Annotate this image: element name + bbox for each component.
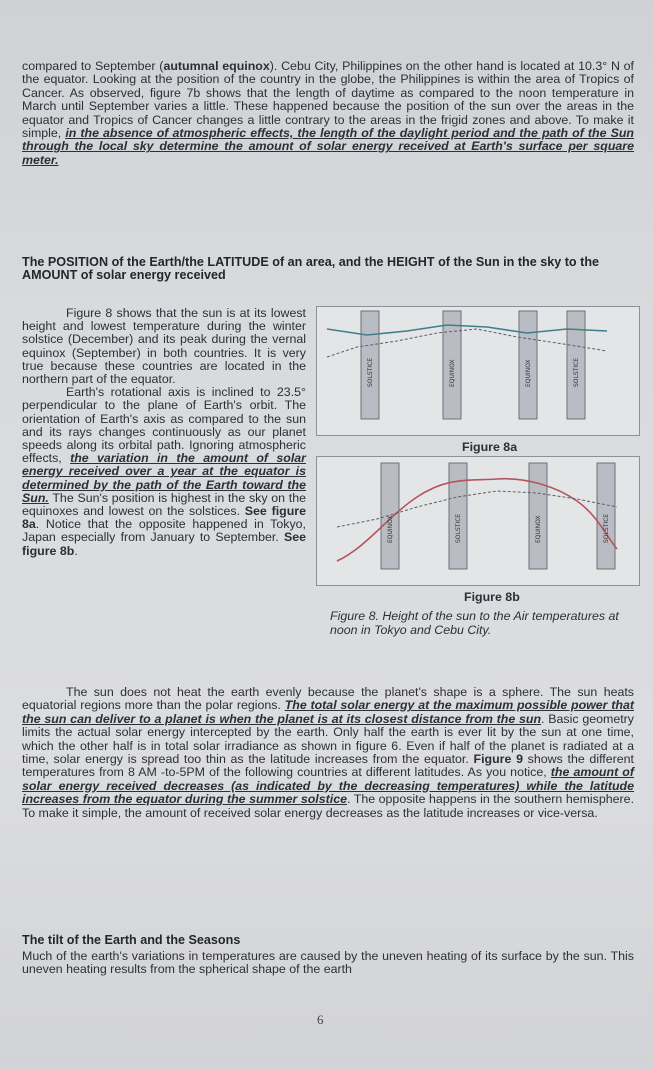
text-run: . Notice that the opposite happened in Tokyo, Japan especially from January to September.	[22, 517, 306, 545]
band-label: EQUINOX	[535, 515, 542, 543]
band-label: SOLSTICE	[455, 513, 462, 543]
paragraph-figure8: Figure 8 shows that the sun is at its lowest height and lowest temperature during the winter solstice (December) and its peak during the vernal equinox (September) in both countries. It is very true because these countries are located in the northern part of the equator.	[22, 306, 306, 387]
paragraph-intro	[22, 60, 634, 167]
band-label: EQUINOX	[449, 359, 456, 387]
key-statement: The total solar energy at the maximum possible power that the sun can deliver to a planet is when the planet is at its closest distance from the sun	[22, 698, 634, 726]
band-label: EQUINOX	[525, 359, 532, 387]
page-number: 6	[317, 1012, 324, 1027]
key-statement: the amount of solar energy received decreases (as indicated by the decreasing temperatures) while the latitude increases from the equator during the summer solstice	[22, 765, 634, 807]
text-run: The Sun's position is highest in the sky on the equinoxes and lowest on the solstices.	[22, 490, 306, 519]
figure-8a	[316, 306, 640, 436]
figure-reference: Figure 9	[473, 752, 523, 767]
left-column-text	[22, 307, 306, 558]
series-line-tokyo	[337, 479, 617, 561]
figure-8b	[316, 456, 640, 586]
key-statement: in the absence of atmospheric effects, the length of the daylight period and the path of the Sun through the local sky determine the amount of solar energy received at Earth's surface per square meter.	[22, 126, 634, 167]
series-line-cebu	[337, 491, 617, 527]
section-heading-position: The POSITION of the Earth/the LATITUDE of an area, and the HEIGHT of the Sun in the sky to the AMOUNT of solar energy received	[22, 255, 600, 283]
band-label: EQUINOX	[387, 515, 394, 543]
paragraph-uneven-heating	[22, 686, 634, 820]
text-run: The sun does not heat the earth evenly because the planet's shape is a sphere. The sun heats equatorial regions more than the polar regions.	[22, 685, 634, 713]
figure-8b-plot	[317, 457, 639, 585]
band-label: SOLSTICE	[367, 357, 374, 387]
figure-8a-label: Figure 8a	[462, 440, 518, 454]
text-run: ). Cebu City, Philippines on the other hand is located at 10.3° N of the equator. Looking at the position of the country in the globe, the Philippines is within the area of Tropics of Cancer. As observed, figure 7b shows that the length of daytime as compared to the noon temperature in March until September varies a little. These happened because the position of the sun over the areas in the equator and Tropics of Cancer changes a little contrary to the areas in the frigid zones and above. To make it simple,	[22, 59, 634, 141]
paragraph-seasons	[22, 950, 634, 977]
text-run: Much of the earth's variations in temperatures are caused by the uneven heating of its surface by the sun. This uneven heating results from the spherical shape of the earth	[22, 949, 634, 977]
section-heading-tilt: The tilt of the Earth and the Seasons	[22, 933, 241, 947]
text-run: compared to September (	[22, 59, 164, 73]
figure-8a-plot	[317, 307, 639, 435]
figure-reference: See figure 8a	[22, 504, 306, 532]
figure-8b-label: Figure 8b	[464, 590, 520, 604]
band-label: SOLSTICE	[603, 513, 610, 543]
paragraph-axis	[22, 386, 306, 558]
bold-term: autumnal equinox	[163, 59, 270, 73]
text-run: . The opposite happens in the southern hemisphere. To make it simple, the amount of received solar energy decreases as the latitude increases or vice-versa.	[22, 792, 635, 820]
band-label: SOLSTICE	[573, 357, 580, 387]
text-run: Earth's rotational axis is inclined to 23.5° perpendicular to the plane of Earth's orbit. The orientation of Earth's axis as compared to the sun and its rays changes continuously as our planet speeds along its orbital path. Ignoring atmospheric effects,	[22, 385, 306, 466]
figure-reference: See figure 8b	[22, 530, 306, 558]
text-run: .	[74, 543, 78, 558]
key-statement: the variation in the amount of solar energy received over a year at the equator is determined by the path of the Earth toward the Sun.	[22, 451, 306, 505]
text-run: shows the different temperatures from 8 AM -to-5PM of the following countries at different latitudes. As you notice,	[22, 752, 634, 780]
text-run: . Basic geometry limits the actual solar energy intercepted by the earth. Only half the earth is ever lit by the sun at one time, which the other half is in total solar irradiance as shown in figure 6. Even if half of the planet is radiated at a time, solar energy is spread too thin as the latitude increases from the equator.	[22, 711, 634, 767]
figure-8-caption: Figure 8. Height of the sun to the Air temperatures at noon in Tokyo and Cebu City.	[330, 609, 619, 637]
